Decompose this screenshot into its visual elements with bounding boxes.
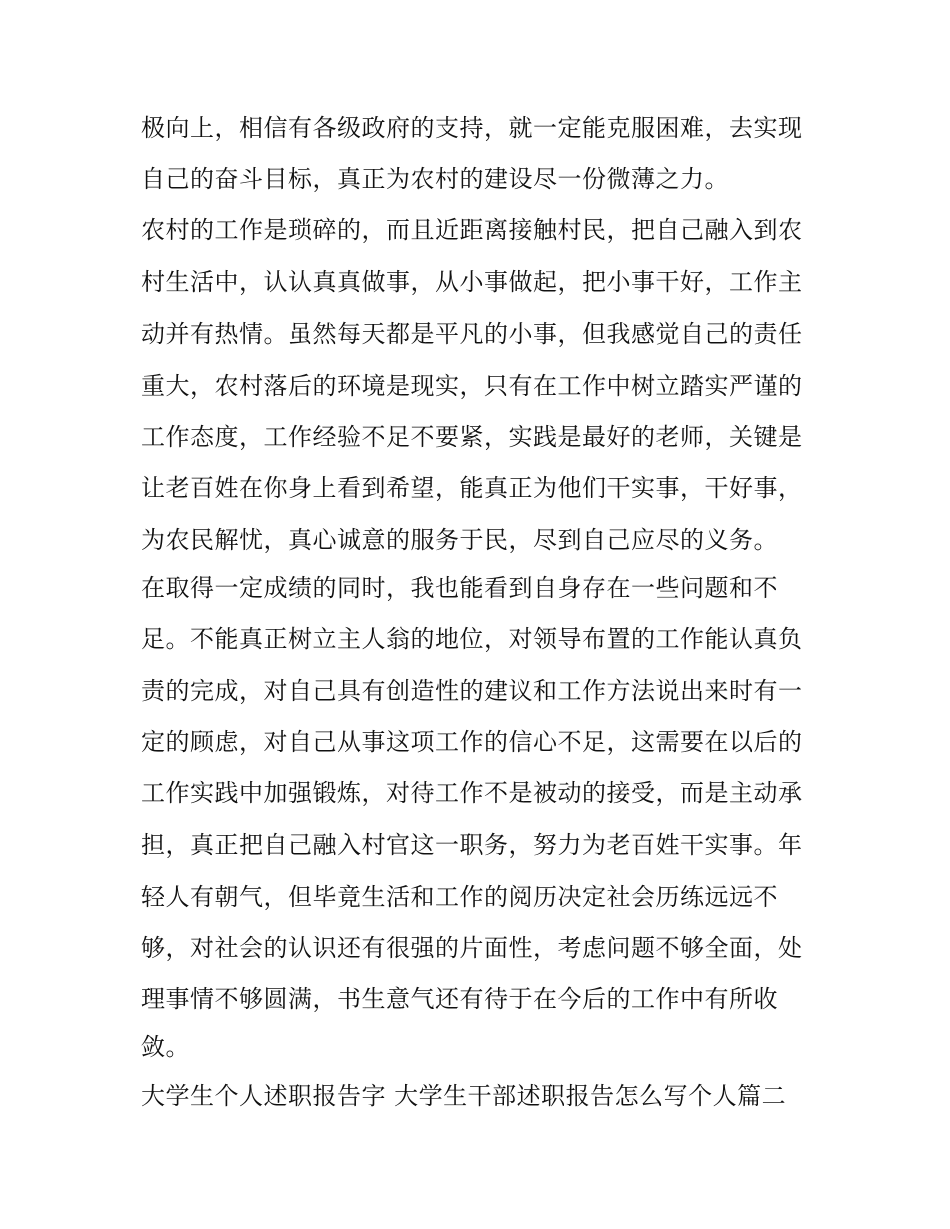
text-line: 责的完成，对自己具有创造性的建议和工作方法说出来时有一 <box>141 677 803 705</box>
text-line: 够，对社会的认识还有很强的片面性，考虑问题不够全面，处 <box>141 934 803 962</box>
text-line: 自己的奋斗目标，真正为农村的建设尽一份微薄之力。 <box>141 165 729 193</box>
text-line: 定的顾虑，对自己从事这项工作的信心不足，这需要在以后的 <box>141 728 803 756</box>
text-line: 轻人有朝气，但毕竟生活和工作的阅历决定社会历练远远不 <box>141 883 778 911</box>
text-line: 大学生个人述职报告字 大学生干部述职报告怎么写个人篇二 <box>141 1082 787 1110</box>
text-line: 极向上，相信有各级政府的支持，就一定能克服困难，去实现 <box>141 114 803 142</box>
text-line: 农村的工作是琐碎的，而且近距离接触村民，把自己融入到农 <box>141 216 803 244</box>
text-line: 工作态度，工作经验不足不要紧，实践是最好的老师，关键是 <box>141 423 803 451</box>
text-line: 敛。 <box>141 1033 190 1061</box>
text-line: 工作实践中加强锻炼，对待工作不是被动的接受，而是主动承 <box>141 779 803 807</box>
text-line: 重大，农村落后的环境是现实，只有在工作中树立踏实严谨的 <box>141 372 803 400</box>
text-line: 理事情不够圆满，书生意气还有待于在今后的工作中有所收 <box>141 985 778 1013</box>
text-line: 担，真正把自己融入村官这一职务，努力为老百姓干实事。年 <box>141 831 803 859</box>
text-line: 足。不能真正树立主人翁的地位，对领导布置的工作能认真负 <box>141 625 803 653</box>
text-line: 为农民解忧，真心诚意的服务于民，尽到自己应尽的义务。 <box>141 526 778 554</box>
text-line: 动并有热情。虽然每天都是平凡的小事，但我感觉自己的责任 <box>141 320 803 348</box>
text-line: 让老百姓在你身上看到希望，能真正为他们干实事，干好事， <box>141 474 803 502</box>
text-line: 村生活中，认认真真做事，从小事做起，把小事干好，工作主 <box>141 268 803 296</box>
text-line: 在取得一定成绩的同时，我也能看到自身存在一些问题和不 <box>141 574 778 602</box>
